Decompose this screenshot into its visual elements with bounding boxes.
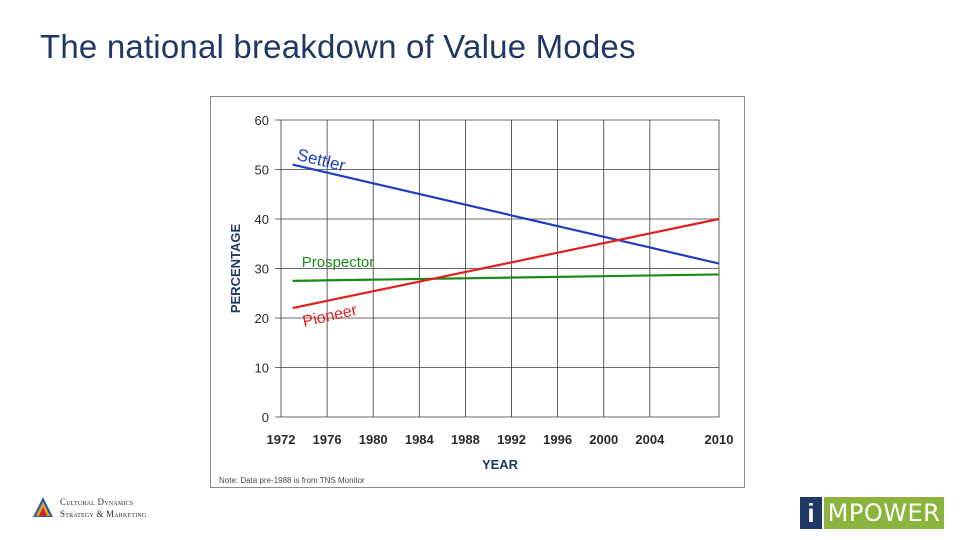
x-tick-label: 2000 xyxy=(589,432,619,447)
x-tick-label: 1972 xyxy=(266,432,296,447)
y-tick-label: 20 xyxy=(254,311,269,326)
impower-logo xyxy=(800,497,944,529)
series-line-prospector xyxy=(293,274,719,280)
x-tick-label: 2010 xyxy=(704,432,734,447)
impower-logo-word: MPOWER xyxy=(824,497,944,529)
x-tick-label: 1984 xyxy=(404,432,434,447)
x-tick-label: 1992 xyxy=(497,432,526,447)
y-tick-label: 40 xyxy=(254,212,269,227)
logo-left-line2: Strategy & Marketing xyxy=(60,509,147,519)
series-label-pioneer: Pioneer xyxy=(301,301,359,331)
chart-frame xyxy=(210,96,745,488)
y-tick-label: 0 xyxy=(261,410,269,425)
cultural-dynamics-logo xyxy=(28,494,168,522)
y-axis-label: PERCENTAGE xyxy=(228,223,243,314)
y-tick-label: 10 xyxy=(254,360,269,376)
logo-left-line1: Cultural Dynamics xyxy=(60,497,134,507)
x-tick-label: 1976 xyxy=(312,432,342,447)
series-label-settler: Settler xyxy=(295,145,348,176)
cultural-dynamics-text xyxy=(60,496,147,520)
series-label-prospector: Prospector xyxy=(301,254,375,272)
triangle-logo-icon xyxy=(32,496,54,518)
x-tick-label: 1996 xyxy=(543,432,573,447)
x-axis-label: YEAR xyxy=(481,457,519,472)
y-tick-label: 50 xyxy=(254,162,269,178)
chart-note: Note: Data pre-1988 is from TNS Monitor xyxy=(219,476,365,485)
x-tick-label: 1980 xyxy=(358,432,388,447)
slide-title: The national breakdown of Value Modes xyxy=(40,28,636,65)
y-tick-label: 60 xyxy=(254,113,269,128)
x-tick-label: 2004 xyxy=(635,432,665,447)
value-modes-chart xyxy=(211,97,746,489)
series-line-settler xyxy=(293,165,719,264)
impower-logo-prefix: i xyxy=(800,497,822,529)
y-tick-label: 30 xyxy=(254,261,269,277)
x-tick-label: 1988 xyxy=(450,432,480,447)
